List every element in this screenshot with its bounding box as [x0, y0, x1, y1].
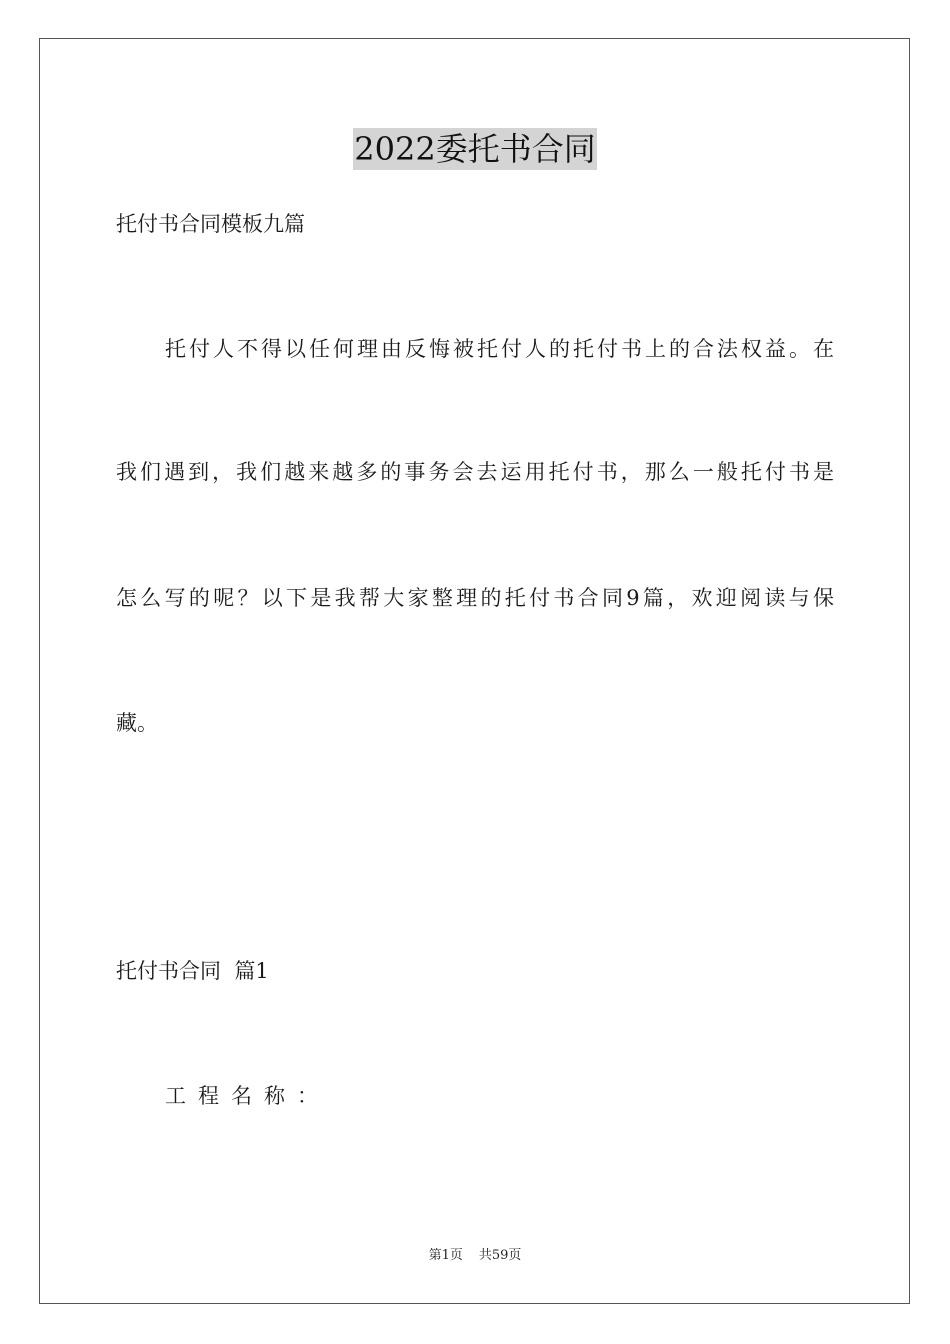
page-footer [0, 1246, 950, 1266]
intro-line-4: 藏。 [116, 711, 158, 735]
intro-line-2: 我们遇到，我们越来越多的事务会去运用托付书，那么一般托付书是 [116, 460, 834, 484]
document-title: 2022委托书合同 [354, 130, 596, 168]
title-container [0, 128, 950, 170]
page-total: 共59页 [478, 1248, 522, 1263]
document-subtitle: 托付书合同模板九篇 [116, 212, 305, 236]
intro-line-3: 怎么写的呢？以下是我帮大家整理的托付书合同9篇，欢迎阅读与保 [116, 586, 834, 610]
project-name-label: 工程名称： [165, 1084, 330, 1108]
section-heading: 托付书合同 篇1 [116, 959, 269, 983]
intro-line-1: 托付人不得以任何理由反悔被托付人的托付书上的合法权益。在 [165, 337, 834, 361]
page-number: 第1页 [428, 1248, 463, 1263]
